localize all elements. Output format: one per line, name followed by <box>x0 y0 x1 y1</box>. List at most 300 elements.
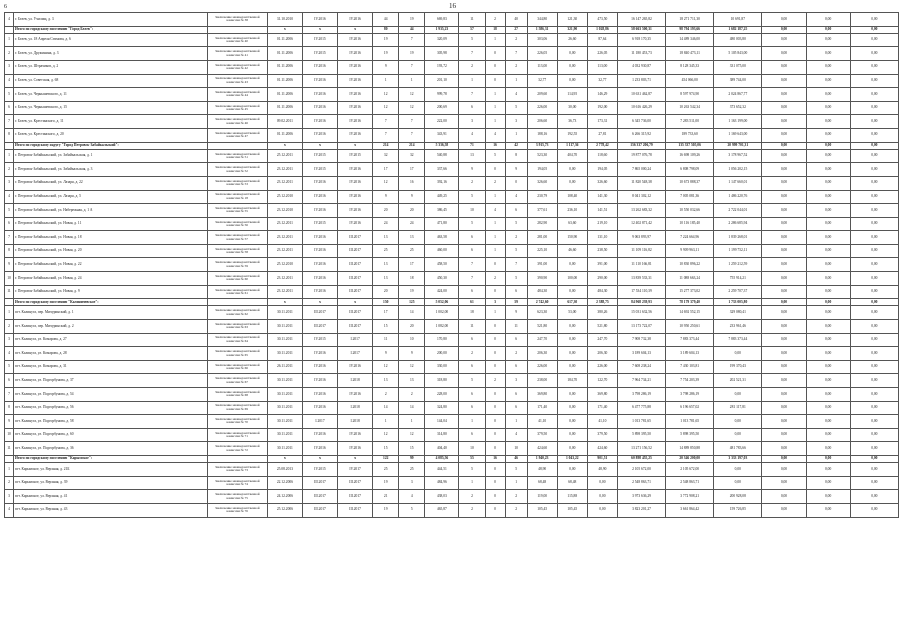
table-cell: 481 783,66 <box>714 442 762 456</box>
table-cell: 1 082,00 <box>425 320 459 334</box>
table-cell: 0,00 <box>850 217 898 231</box>
table-cell: 10 <box>399 333 425 347</box>
table-cell: 7 <box>399 33 425 47</box>
table-cell: 0 <box>485 320 505 334</box>
table-cell: 0,00 <box>850 190 898 204</box>
table-cell: 10 <box>459 442 485 456</box>
table-cell: 12 <box>399 360 425 374</box>
table-cell: 11 110 166,81 <box>617 258 665 272</box>
table-cell: 2 <box>485 176 505 190</box>
table-row <box>5 88 899 102</box>
table-cell: 484,96 <box>425 476 459 490</box>
table-cell: III.2017 <box>338 306 373 320</box>
table-cell: пгт. Калинуга, ул. Подгорбунова, д. 56 <box>14 401 208 415</box>
table-cell: 5 <box>505 101 527 115</box>
table-cell: 226,05 <box>527 47 557 61</box>
table-cell: 105,45 <box>527 503 557 517</box>
table-cell: 0,00 <box>762 388 806 402</box>
table-cell: 6 <box>5 101 14 115</box>
table-cell: 0,00 <box>850 258 898 272</box>
table-cell: 1 <box>485 88 505 102</box>
table-cell: 0,00 <box>806 374 850 388</box>
table-cell: 9 <box>505 306 527 320</box>
table-cell: 44 <box>399 26 425 33</box>
table-cell: 0,00 <box>806 163 850 177</box>
table-cell: 3 <box>5 490 14 504</box>
table-cell: 0,00 <box>806 26 850 33</box>
table-cell: 0,00 <box>850 333 898 347</box>
table-cell: 15 <box>373 442 399 456</box>
table-cell: 7 <box>5 115 14 129</box>
table-cell: Итого по городскому округу "Город Петровск-Забайкальский": <box>14 142 208 149</box>
table-cell: 01.11.2006 <box>267 74 302 88</box>
table-cell: 23.12.2011 <box>267 244 302 258</box>
table-cell: Заключение межведомственной комиссии № 56 <box>207 217 267 231</box>
table-cell: IV.2016 <box>302 115 337 129</box>
table-cell: 6 808 798,09 <box>666 163 714 177</box>
table-cell: 0,00 <box>806 115 850 129</box>
table-cell: г. Белев, ул. 18 Апреля Стимова, д. 6 <box>14 33 208 47</box>
table-cell: 454 066,00 <box>666 74 714 88</box>
table-cell: 0,00 <box>850 88 898 102</box>
table-row <box>5 503 899 517</box>
table-cell: 0,00 <box>762 428 806 442</box>
table-cell: г. Петровск-Забайкальский, ул. Новая, д. 18 <box>14 231 208 245</box>
table-cell: 0,00 <box>557 442 587 456</box>
table-cell: 5 <box>459 190 485 204</box>
table-cell: 2 <box>505 231 527 245</box>
table-cell: 80 <box>373 26 399 33</box>
table-cell: 4 <box>5 190 14 204</box>
table-cell: 57 <box>459 26 485 33</box>
table-cell: 100,00 <box>557 272 587 286</box>
table-cell: 0 <box>485 490 505 504</box>
table-cell: 16 <box>485 455 505 462</box>
table-cell: 19 <box>399 13 425 27</box>
table-cell: 9 <box>459 163 485 177</box>
table-cell: 0,00 <box>762 401 806 415</box>
table-cell: 1 013 781,65 <box>666 415 714 429</box>
table-cell: г. Петровск-Забайкальский, ул. Новая, д. 11 <box>14 217 208 231</box>
table-cell: 0 <box>485 442 505 456</box>
table-cell: 0,00 <box>762 115 806 129</box>
table-cell: 4 <box>505 190 527 204</box>
table-cell: 16 <box>399 176 425 190</box>
table-cell: 523,30 <box>527 149 557 163</box>
table-cell: 9 <box>399 190 425 204</box>
table-cell: 1 <box>505 476 527 490</box>
table-cell: 0,00 <box>806 47 850 61</box>
subtotal-row <box>5 142 899 149</box>
table-cell: 1 117,36 <box>557 142 587 149</box>
table-cell: x <box>302 26 337 33</box>
table-cell: 2 <box>5 476 14 490</box>
table-cell: 19 <box>399 47 425 61</box>
table-cell: 1 <box>399 74 425 88</box>
table-cell: 6 <box>459 401 485 415</box>
table-cell: 0,00 <box>714 347 762 361</box>
table-cell: IV.2016 <box>338 13 373 27</box>
table-cell: 3 <box>399 476 425 490</box>
table-cell: 1 <box>485 101 505 115</box>
table-cell: 5 <box>399 503 425 517</box>
table-cell: 7 <box>505 47 527 61</box>
table-cell: 0,00 <box>806 503 850 517</box>
table-cell: 7 754 203,39 <box>666 374 714 388</box>
table-cell: 390,90 <box>527 272 557 286</box>
table-cell: 1 199 752,11 <box>714 244 762 258</box>
table-cell: 305,98 <box>425 47 459 61</box>
table-cell: 0,00 <box>806 33 850 47</box>
table-cell: г. Петровск-Забайкальский, ул. Забайкальская, д. 1 <box>14 149 208 163</box>
table-cell: г. Белев, ул. Крестинского, д. 11 <box>14 115 208 129</box>
table-cell: 2 <box>485 374 505 388</box>
table-cell: 71 <box>459 142 485 149</box>
table-row <box>5 217 899 231</box>
table-cell: 0 <box>485 360 505 374</box>
table-cell: пгт. Карымское, ул. Верхняя, д. 43 <box>14 503 208 517</box>
table-cell: 12 <box>373 88 399 102</box>
table-cell: 404,40 <box>425 442 459 456</box>
table-cell: 0,00 <box>806 285 850 299</box>
table-cell: 23.12.2011 <box>267 231 302 245</box>
table-cell: 6 <box>505 285 527 299</box>
table-cell: 0 <box>485 60 505 74</box>
table-cell: 5 <box>459 33 485 47</box>
table-cell: 0 <box>485 463 505 477</box>
table-cell: 4 085,56 <box>425 455 459 462</box>
table-cell: 6 <box>5 374 14 388</box>
table-cell: 0,00 <box>806 244 850 258</box>
table-cell: Заключение межведомственной комиссии № 71 <box>207 428 267 442</box>
table-cell: 2 548 863,71 <box>666 476 714 490</box>
table-cell: г. Петровск-Забайкальский, ул. Лазаря, д. 22 <box>14 176 208 190</box>
table-cell: 114,95 <box>557 88 587 102</box>
table-cell: 2 388,75 <box>587 299 617 306</box>
table-cell: x <box>267 142 302 149</box>
table-cell: 13 <box>459 149 485 163</box>
table-cell: 0,00 <box>806 149 850 163</box>
table-cell: IV.2016 <box>338 60 373 74</box>
table-cell: Заключение межведомственной комиссии № 41 <box>207 47 267 61</box>
table-cell: 0,00 <box>806 476 850 490</box>
table-cell: 8 <box>5 244 14 258</box>
table-cell: 2 259 707,37 <box>714 285 762 299</box>
table-cell: 1 028,86 <box>587 26 617 33</box>
table-cell: 1 <box>459 476 485 490</box>
table-cell: IV.2016 <box>338 47 373 61</box>
table-cell: 460,00 <box>425 244 459 258</box>
table-cell: 6 <box>459 333 485 347</box>
table-cell: 521,80 <box>527 320 557 334</box>
table-cell: 10 <box>505 442 527 456</box>
table-cell: 0,00 <box>850 163 898 177</box>
table-cell: 1 <box>5 149 14 163</box>
table-cell: 0,00 <box>806 320 850 334</box>
table-cell: Заключение межведомственной комиссии № 60 <box>207 272 267 286</box>
table-cell: Заключение межведомственной комиссии № 38 <box>207 13 267 27</box>
table-cell: 11 820 548,38 <box>617 176 665 190</box>
table-cell: 0,00 <box>806 128 850 142</box>
table-cell: 8 <box>5 128 14 142</box>
table-cell: 438,03 <box>425 490 459 504</box>
table-cell: x <box>338 299 373 306</box>
table-cell: 23.12.2011 <box>267 176 302 190</box>
table-cell: 5 <box>5 204 14 218</box>
table-cell: 146,29 <box>587 88 617 102</box>
table-cell: Заключение межведомственной комиссии № 66 <box>207 360 267 374</box>
table-cell: 68,48 <box>557 476 587 490</box>
table-cell: Итого по городскому поселению "Карымское": <box>14 455 208 462</box>
table-cell: 7 <box>399 115 425 129</box>
table-cell: 48,90 <box>587 463 617 477</box>
table-cell: 184,70 <box>557 374 587 388</box>
table-cell: г. Петровск-Забайкальский, ул. Новая, д. 24 <box>14 272 208 286</box>
table-cell: 2 <box>485 272 505 286</box>
table-cell: 6 196 657,02 <box>666 401 714 415</box>
table-cell: 623,30 <box>527 306 557 320</box>
table-cell: 5 <box>459 217 485 231</box>
table-cell: 389 744,00 <box>714 74 762 88</box>
table-cell: 9 <box>5 258 14 272</box>
table-cell: 0,00 <box>762 476 806 490</box>
table-row <box>5 128 899 142</box>
table-cell: 0,00 <box>806 176 850 190</box>
table-cell: 30.11.2011 <box>267 306 302 320</box>
table-cell: 1 733 005,80 <box>714 299 762 306</box>
table-cell: 58 663 500,31 <box>617 26 665 33</box>
table-cell: 1 935,23 <box>425 26 459 33</box>
table-cell: 226,00 <box>527 101 557 115</box>
table-cell: 113,00 <box>587 60 617 74</box>
table-cell: 9 063 893,97 <box>617 231 665 245</box>
table-row <box>5 463 899 477</box>
table-cell: 0,00 <box>762 47 806 61</box>
table-row <box>5 244 899 258</box>
table-cell: 24 <box>373 217 399 231</box>
table-cell: 391,00 <box>527 258 557 272</box>
table-cell: 9 <box>373 60 399 74</box>
table-cell: 1 147 660,01 <box>714 176 762 190</box>
table-cell: III.2017 <box>302 476 337 490</box>
table-cell: 20 <box>373 285 399 299</box>
table-cell: 171,40 <box>587 401 617 415</box>
table-cell: 206,30 <box>587 347 617 361</box>
table-row <box>5 360 899 374</box>
table-cell: 0,00 <box>557 47 587 61</box>
table-cell: 0,00 <box>806 231 850 245</box>
table-cell: 2 <box>373 388 399 402</box>
table-cell: IV.2016 <box>338 115 373 129</box>
corner-mark: 6 <box>4 4 7 10</box>
table-row <box>5 101 899 115</box>
table-cell: 0,00 <box>850 33 898 47</box>
table-cell: г. Белев, ул. Штрачиков, д. 2 <box>14 60 208 74</box>
table-cell: IV.2016 <box>302 360 337 374</box>
table-cell: 6 <box>505 388 527 402</box>
table-cell: 0 <box>485 47 505 61</box>
table-cell: 320,09 <box>425 33 459 47</box>
table-cell: 238,50 <box>587 244 617 258</box>
table-cell: 901,51 <box>587 455 617 462</box>
table-cell: Заключение межведомственной комиссии № 55 <box>207 204 267 218</box>
table-cell: 0,00 <box>850 463 898 477</box>
table-cell: 0,00 <box>850 476 898 490</box>
table-cell: 7 964 734,21 <box>617 374 665 388</box>
table-cell: 369,80 <box>527 388 557 402</box>
table-cell: 230,79 <box>527 190 557 204</box>
table-cell: 0,00 <box>806 442 850 456</box>
table-cell: 1 940,23 <box>527 455 557 462</box>
table-cell: 0,00 <box>557 163 587 177</box>
table-row <box>5 388 899 402</box>
table-cell: 150 <box>373 299 399 306</box>
table-cell: 326,60 <box>527 176 557 190</box>
table-cell: 0 <box>485 476 505 490</box>
table-cell: 2 <box>459 347 485 361</box>
table-cell: 5 <box>505 244 527 258</box>
table-cell: 10 950 250,61 <box>666 320 714 334</box>
table-cell: 32 <box>373 149 399 163</box>
table-cell: 12 <box>373 360 399 374</box>
table-cell: 0,00 <box>850 299 898 306</box>
table-cell: Заключение межведомственной комиссии № 47 <box>207 128 267 142</box>
table-cell: IV.2015 <box>302 163 337 177</box>
table-cell: 386,45 <box>425 204 459 218</box>
table-cell: 16 147 265,82 <box>617 13 665 27</box>
table-cell: 171,40 <box>527 401 557 415</box>
table-cell: Заключение межведомственной комиссии № 74 <box>207 476 267 490</box>
table-cell: 6 <box>459 388 485 402</box>
table-cell: 7 883 373,44 <box>714 333 762 347</box>
table-row <box>5 190 899 204</box>
table-cell: 30.11.2011 <box>267 428 302 442</box>
table-cell: III.2017 <box>302 503 337 517</box>
table-cell: 0,00 <box>850 204 898 218</box>
table-cell: 0,00 <box>762 190 806 204</box>
table-cell: 1 056 202,15 <box>714 163 762 177</box>
table-cell: 1 <box>399 415 425 429</box>
table-cell: 8 <box>505 149 527 163</box>
table-cell: 0 <box>485 503 505 517</box>
table-cell: 6 <box>505 204 527 218</box>
table-cell: 199 370,43 <box>714 360 762 374</box>
table-cell: 13 <box>373 272 399 286</box>
table-cell: 0,00 <box>762 333 806 347</box>
table-cell: Заключение межведомственной комиссии № 62 <box>207 306 267 320</box>
table-cell: 617,30 <box>557 299 587 306</box>
table-row <box>5 442 899 456</box>
table-cell: 25.12.2011 <box>267 149 302 163</box>
table-cell: 4 032 930,87 <box>617 60 665 74</box>
table-cell: 330,00 <box>425 360 459 374</box>
table-cell: 0,00 <box>806 360 850 374</box>
table-cell: 0,00 <box>850 60 898 74</box>
table-cell: Заключение межведомственной комиссии № 72 <box>207 442 267 456</box>
table-cell: 1 <box>5 306 14 320</box>
table-cell: 314,80 <box>425 428 459 442</box>
table-cell: 0 <box>485 285 505 299</box>
table-cell: 0,00 <box>762 463 806 477</box>
table-cell: 122 <box>373 455 399 462</box>
table-cell: 324,80 <box>425 401 459 415</box>
table-cell: 0,00 <box>850 374 898 388</box>
table-cell: IV.2016 <box>302 176 337 190</box>
table-cell: 0,00 <box>714 388 762 402</box>
table-cell: IV.2016 <box>338 428 373 442</box>
table-cell: 4 <box>505 428 527 442</box>
table-cell: 0 <box>485 347 505 361</box>
table-cell: 0,00 <box>806 333 850 347</box>
table-cell: 1 013 781,65 <box>617 415 665 429</box>
table-cell: Заключение межведомственной комиссии № 52 <box>207 163 267 177</box>
table-cell: 2 778,42 <box>587 142 617 149</box>
table-cell: 141,30 <box>587 190 617 204</box>
table-cell: 0,00 <box>762 360 806 374</box>
table-cell: 424,60 <box>587 442 617 456</box>
table-cell: 3 772 908,21 <box>666 490 714 504</box>
table-cell: 7 005 081,36 <box>666 190 714 204</box>
table-row <box>5 115 899 129</box>
table-cell: 5 898 395,50 <box>666 428 714 442</box>
table-cell: 7 <box>459 88 485 102</box>
table-cell: 6 <box>459 428 485 442</box>
table-cell: 5 <box>505 272 527 286</box>
table-cell: 0,00 <box>557 258 587 272</box>
table-cell: 3 189 604,13 <box>666 347 714 361</box>
table-cell: Итого по городскому поселению "Калиничевское": <box>14 299 208 306</box>
table-cell: 48,90 <box>527 463 557 477</box>
table-cell: IV.2015 <box>302 149 337 163</box>
table-cell: 4 <box>5 503 14 517</box>
table-cell: 5 <box>505 217 527 231</box>
table-cell: IV.2016 <box>302 231 337 245</box>
table-cell: 159 726,85 <box>714 503 762 517</box>
table-cell: 2 024 867,77 <box>714 88 762 102</box>
table-cell: 11 088 663,24 <box>666 272 714 286</box>
table-cell: 0,00 <box>557 360 587 374</box>
table-cell: 19 <box>373 476 399 490</box>
table-cell: 10 691,87 <box>714 13 762 27</box>
table-cell: 27,81 <box>587 128 617 142</box>
table-cell: IV.2016 <box>338 217 373 231</box>
table-cell: 18 271 711,30 <box>666 13 714 27</box>
table-cell: 0,00 <box>850 74 898 88</box>
table-cell: III.2017 <box>338 320 373 334</box>
table-cell: 373 652,32 <box>714 101 762 115</box>
table-cell: 219,10 <box>587 217 617 231</box>
table-cell: 10 <box>5 428 14 442</box>
table-cell: IV.2016 <box>338 88 373 102</box>
table-cell: 0 <box>485 258 505 272</box>
table-cell: 0,00 <box>806 258 850 272</box>
table-cell: 17 <box>373 306 399 320</box>
table-cell: 30.11.2011 <box>267 401 302 415</box>
table-cell: 0,00 <box>850 503 898 517</box>
table-cell: 01.11.2006 <box>267 33 302 47</box>
table-cell: 10 616 426,29 <box>617 101 665 115</box>
table-cell: 1 839 268,01 <box>714 231 762 245</box>
table-cell: 0,00 <box>762 374 806 388</box>
table-cell: 11 <box>505 320 527 334</box>
table-cell: г. Белев, ул. Чернышевского, д. 15 <box>14 101 208 115</box>
table-cell: 0,00 <box>850 360 898 374</box>
table-cell: 471,80 <box>425 217 459 231</box>
table-cell: 8 597 974,90 <box>666 88 714 102</box>
table-cell: 87,64 <box>587 33 617 47</box>
table-cell: 450,30 <box>425 272 459 286</box>
table-cell: 173,31 <box>587 115 617 129</box>
